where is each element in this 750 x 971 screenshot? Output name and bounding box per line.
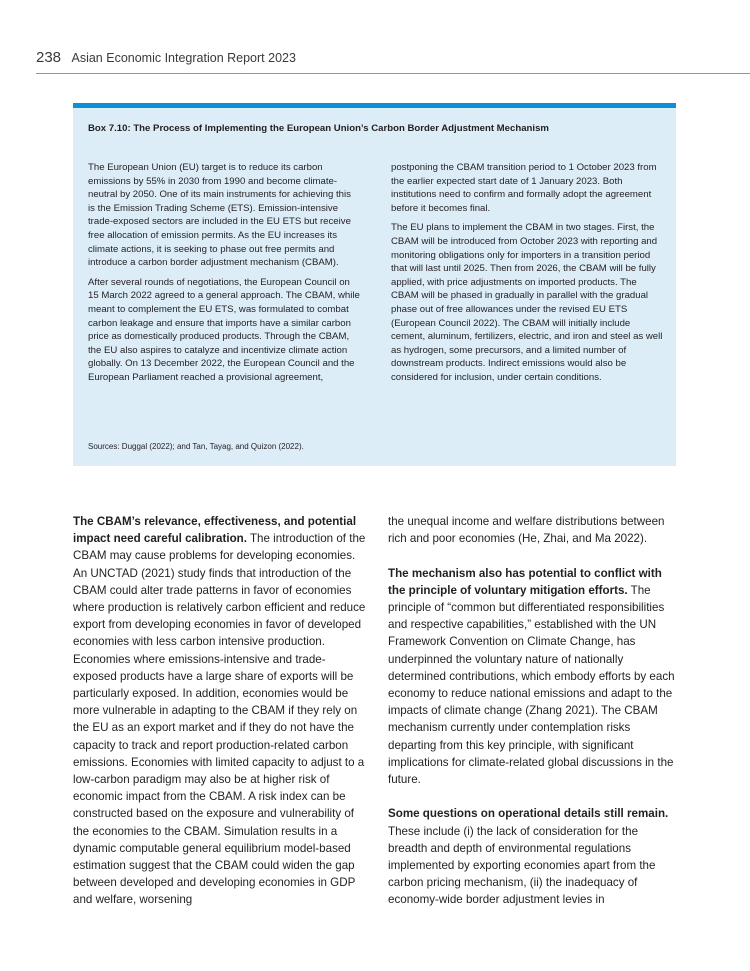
body-paragraph [73, 513, 368, 909]
body-right-column [388, 513, 678, 926]
body-paragraph [388, 513, 678, 547]
paragraph-lead: The CBAM’s relevance, effectiveness, and potential impact need careful calibration. [73, 515, 357, 546]
paragraph-lead: Some questions on operational details still remain. [388, 807, 669, 821]
paragraph-text: These include (i) the lack of consideration for the breadth and depth of environmental regulations implemented by exporting economies apart from the carbon pricing mechanism, (ii) the inadequacy of economy-wide border adjustment levies in [388, 824, 656, 907]
box-right-column [391, 161, 666, 391]
body-left-column [73, 513, 368, 926]
box-paragraph: postponing the CBAM transition period to 1 October 2023 from the earlier expected start date of 1 January 2023. Both institutions need to confirm and formally adopt the agreement before it becomes final. [391, 162, 657, 214]
body-paragraph [388, 805, 678, 908]
body-paragraph [388, 565, 678, 789]
paragraph-text: the unequal income and welfare distributions between rich and poor economies (He, Zhai, and Ma 2022). [388, 515, 665, 546]
page-number: 238 [36, 49, 62, 66]
box-paragraph: The European Union (EU) target is to reduce its carbon emissions by 55% in 2030 from 1990 and become climate-neutral by 2050. One of its main instruments for achieving this is the Emission Trading Scheme (ETS). Emission-intensive trade-exposed sectors are included in the EU ETS but receive free allocation of emission permits. As the EU increases its climate actions, it is seeking to phase out free permits and introduce a carbon border adjustment mechanism (CBAM). [88, 162, 351, 269]
box-paragraph: After several rounds of negotiations, the European Council on 15 March 2022 agreed to a general approach. The CBAM, while meant to complement the EU ETS, was formulated to combat carbon leakage and ensure that imports have a similar carbon price as domestically produced products. Through the CBAM, the EU also aspires to catalyze and incentivize climate action globally. On 13 December 2022, the European Council and the European Parliament reached a provisional agreement, [88, 276, 360, 383]
report-title: Asian Economic Integration Report 2023 [71, 51, 296, 65]
box-paragraph: The EU plans to implement the CBAM in two stages. First, the CBAM will be introduced from October 2023 with reporting and monitoring obligations only for importers in a transition period that will last until 2025. Then from 2026, the CBAM will be fully applied, with price adjustments on imported products. The CBAM will be phased in gradually in parallel with the gradual phase out of free allowances under the revised EU ETS (European Council 2022). The CBAM will initially include cement, aluminum, fertilizers, electric, and iron and steel as well as hydrogen, some precursors, and a limited number of downstream products. Indirect emissions would also be considered for inclusion, under certain conditions. [391, 222, 663, 383]
box-top-border [73, 103, 676, 108]
running-header [36, 49, 296, 69]
box-sources: Sources: Duggal (2022); and Tan, Tayag, and Quizon (2022). [88, 442, 304, 451]
info-box [73, 103, 676, 466]
paragraph-text: The introduction of the CBAM may cause problems for developing economies. An UNCTAD (2021) study finds that introduction of the CBAM could alter trade patterns in favor of economies where production is relatively carbon efficient and reduce export from developing economies in favor of developed economies with less carbon intensive production. Economies where emissions-intensive and trade-exposed products have a large share of exports will be particularly exposed. In addition, economies would be more vulnerable in adapting to the CBAM if they rely on the EU as an export market and if they do not have the capacity to track and report production-related carbon emissions. Economies with limited capacity to adjust to a low-carbon paradigm may also be at higher risk of economic impact from the CBAM. A risk index can be constructed based on the exposure and vulnerability of the economies to the CBAM. Simulation results in a dynamic computable general equilibrium model-based estimation suggest that the CBAM could widen the gap between developed and developing economies in GDP and welfare, worsening [73, 532, 366, 907]
box-title: Box 7.10: The Process of Implementing the European Union’s Carbon Border Adjustment Mechanism [88, 123, 549, 134]
box-left-column [88, 161, 360, 391]
paragraph-lead: The mechanism also has potential to conflict with the principle of voluntary mitigation efforts. [388, 566, 662, 597]
header-divider [36, 73, 750, 74]
paragraph-text: The principle of “common but differentiated responsibilities and respective capabilities,” established with the UN Framework Convention on Climate Change, has underpinned the voluntary nature of nationally determined contributions, which embody efforts by each economy to reduce national emissions and adapt to the impacts of climate change (Zhang 2021). The CBAM mechanism currently under contemplation risks departing from this key principle, with significant implications for climate-related global discussions in the future. [388, 583, 675, 787]
